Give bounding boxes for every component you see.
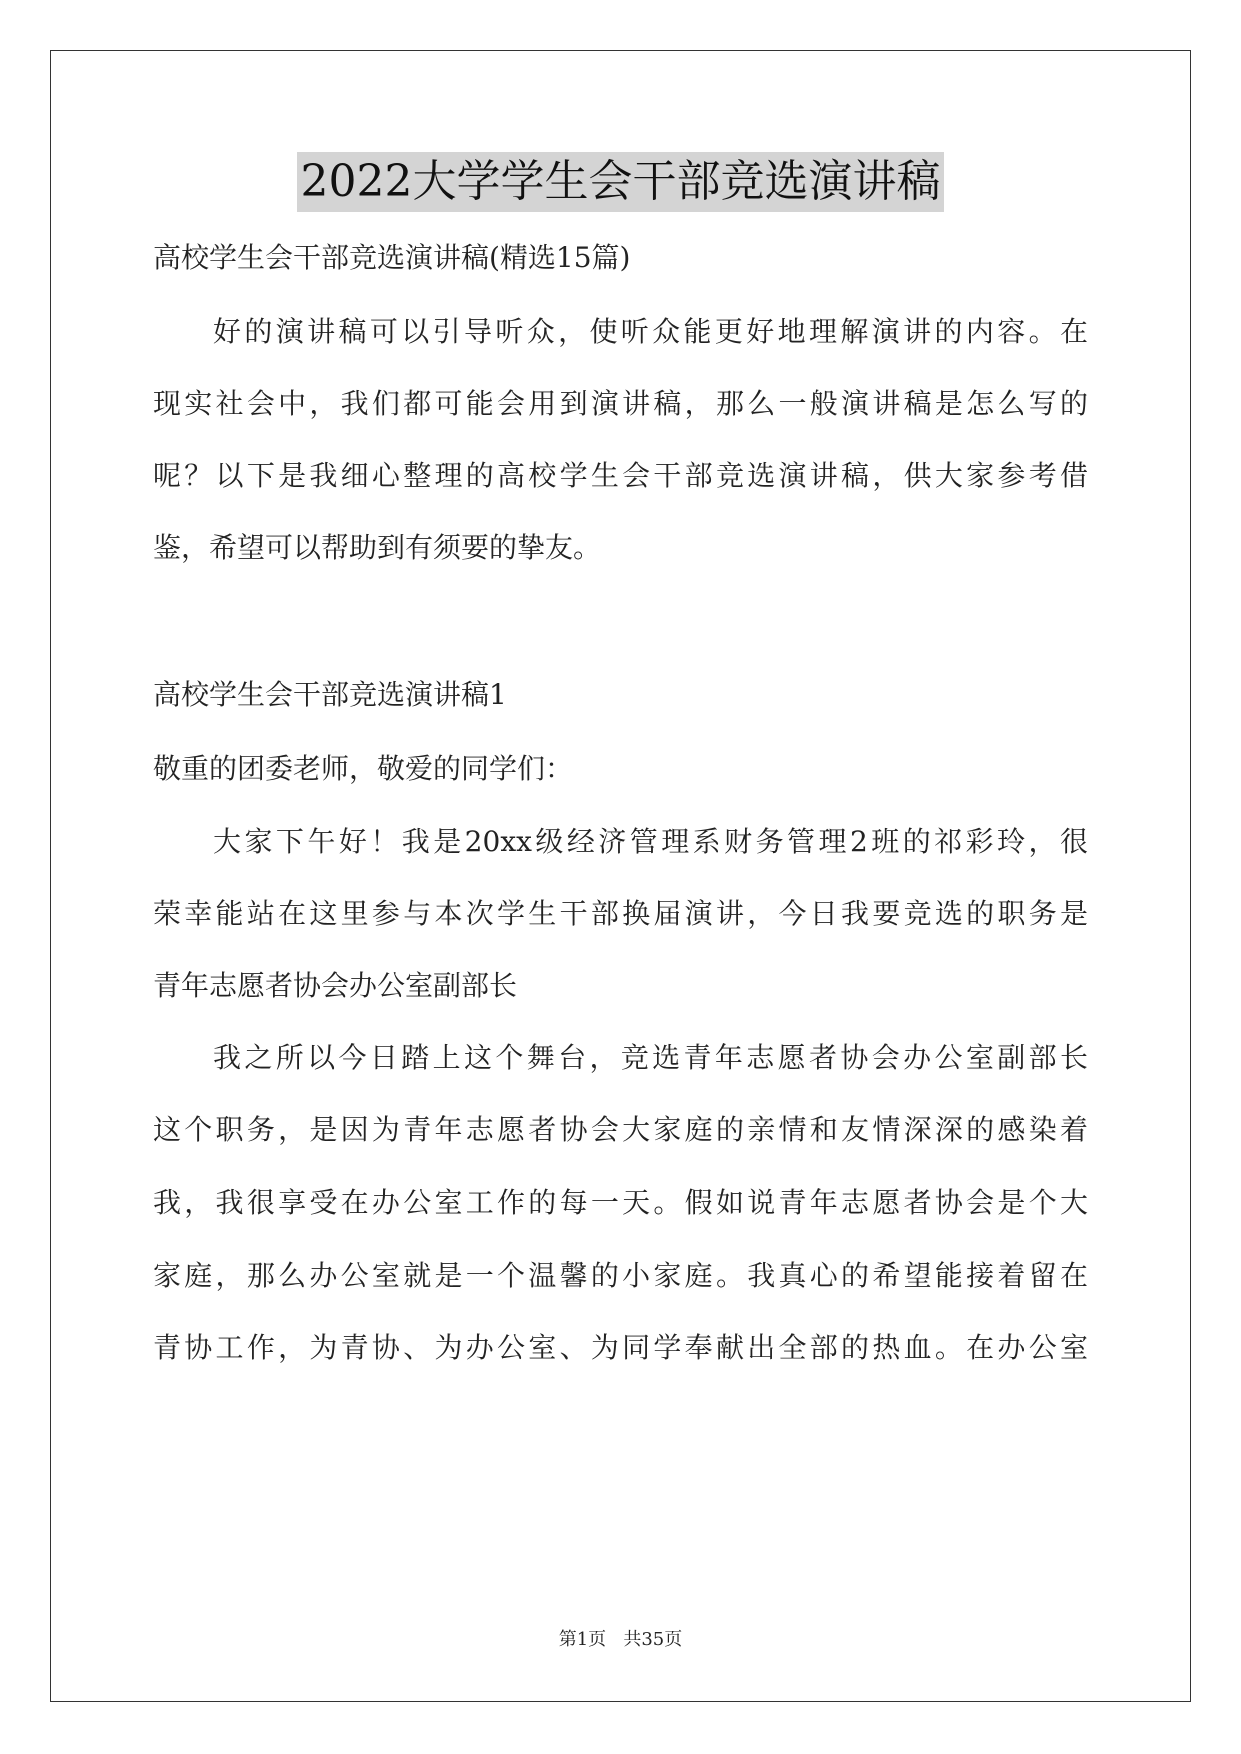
paragraph-line: 呢？以下是我细心整理的高校学生会干部竞选演讲稿，供大家参考借 [153,459,1088,492]
paragraph-line: 我，我很享受在办公室工作的每一天。假如说青年志愿者协会是个大 [153,1186,1088,1219]
title-container [0,152,1241,212]
paragraph-line: 大家下午好！我是20xx级经济管理系财务管理2班的祁彩玲，很 [213,825,1088,858]
paragraph-line: 家庭，那么办公室就是一个温馨的小家庭。我真心的希望能接着留在 [153,1259,1088,1292]
salutation-line: 敬重的团委老师，敬爱的同学们： [153,752,574,785]
subtitle-line: 高校学生会干部竞选演讲稿(精选15篇) [153,241,631,274]
paragraph-line: 好的演讲稿可以引导听众，使听众能更好地理解演讲的内容。在 [213,315,1088,348]
paragraph-line: 青年志愿者协会办公室副部长 [153,969,518,1002]
paragraph-line: 现实社会中，我们都可能会用到演讲稿，那么一般演讲稿是怎么写的 [153,387,1088,420]
section-heading: 高校学生会干部竞选演讲稿1 [153,678,507,711]
document-title: 2022大学学生会干部竞选演讲稿 [297,152,945,212]
paragraph-line: 这个职务，是因为青年志愿者协会大家庭的亲情和友情深深的感染着 [153,1113,1088,1146]
page-border [50,50,1191,1702]
paragraph-line: 荣幸能站在这里参与本次学生干部换届演讲，今日我要竞选的职务是 [153,897,1088,930]
page-footer: 第1页 共35页 [558,1629,683,1650]
paragraph-line: 我之所以今日踏上这个舞台，竞选青年志愿者协会办公室副部长 [213,1041,1088,1074]
paragraph-line: 青协工作，为青协、为办公室、为同学奉献出全部的热血。在办公室 [153,1331,1088,1364]
paragraph-line: 鉴，希望可以帮助到有须要的挚友。 [153,531,602,564]
